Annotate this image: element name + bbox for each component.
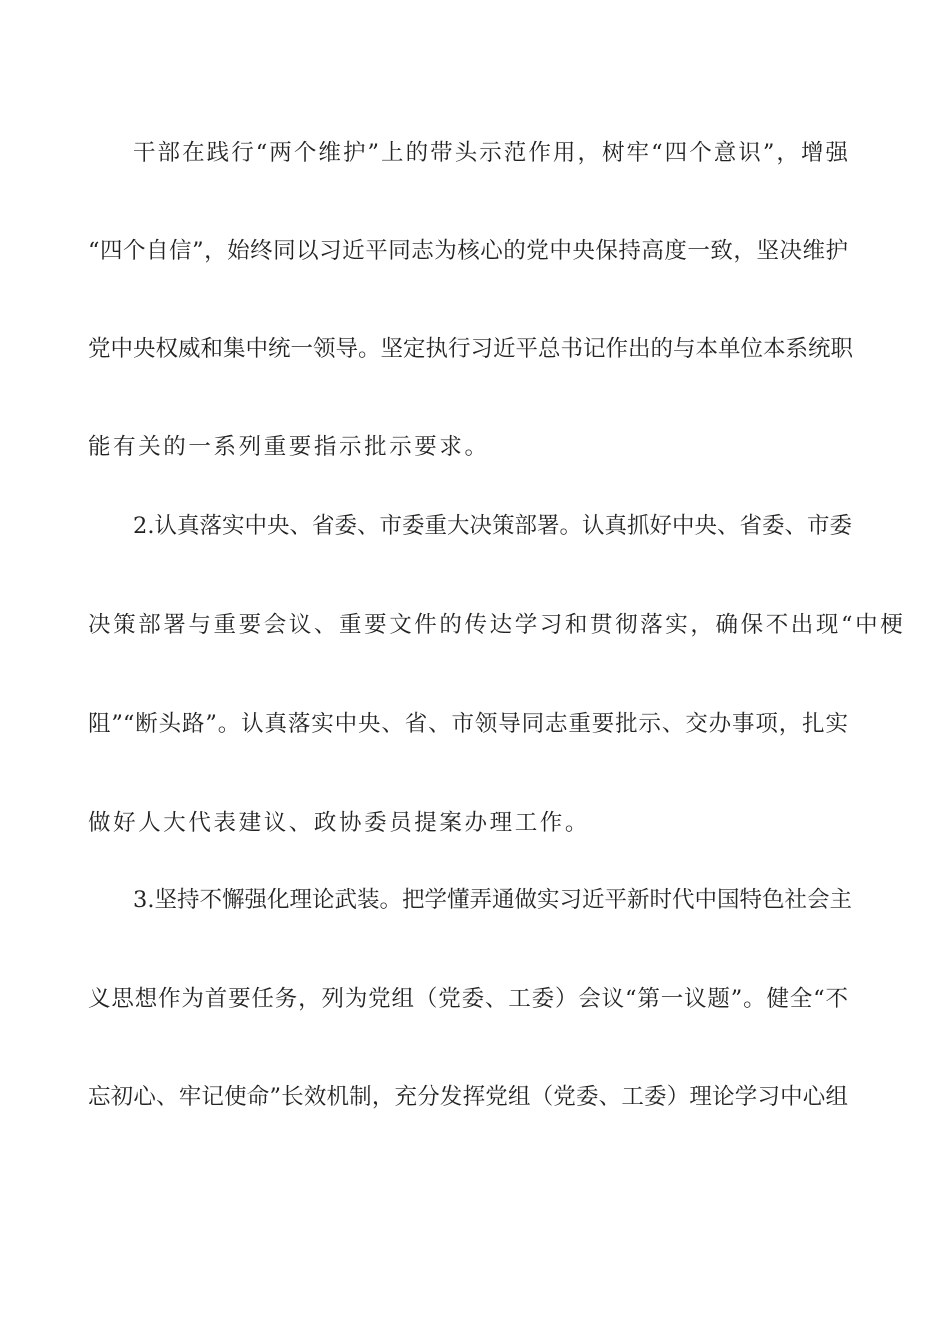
text-line: 义思想作为首要任务，列为党组（党委、工委）会议“第一议题”。健全“不 [88, 986, 848, 1012]
text-line: 决策部署与重要会议、重要文件的传达学习和贯彻落实，确保不出现“中梗 [88, 612, 906, 638]
text-line: 干部在践行“两个维护”上的带头示范作用，树牢“四个意识”，增强 [133, 140, 848, 166]
text-line: 2.认真落实中央、省委、市委重大决策部署。认真抓好中央、省委、市委 [133, 513, 852, 539]
text-line: 忘初心、牢记使命”长效机制，充分发挥党组（党委、工委）理论学习中心组 [88, 1084, 848, 1110]
text-line: 阻”“断头路”。认真落实中央、省、市领导同志重要批示、交办事项，扎实 [88, 711, 848, 737]
text-line: 党中央权威和集中统一领导。坚定执行习近平总书记作出的与本单位本系统职 [88, 336, 854, 362]
text-line: 做好人大代表建议、政协委员提案办理工作。 [88, 810, 591, 836]
text-line: 能有关的一系列重要指示批示要求。 [88, 434, 490, 460]
text-line: “四个自信”，始终同以习近平同志为核心的党中央保持高度一致，坚决维护 [88, 238, 848, 264]
text-line: 3.坚持不懈强化理论武装。把学懂弄通做实习近平新时代中国特色社会主 [133, 887, 852, 913]
